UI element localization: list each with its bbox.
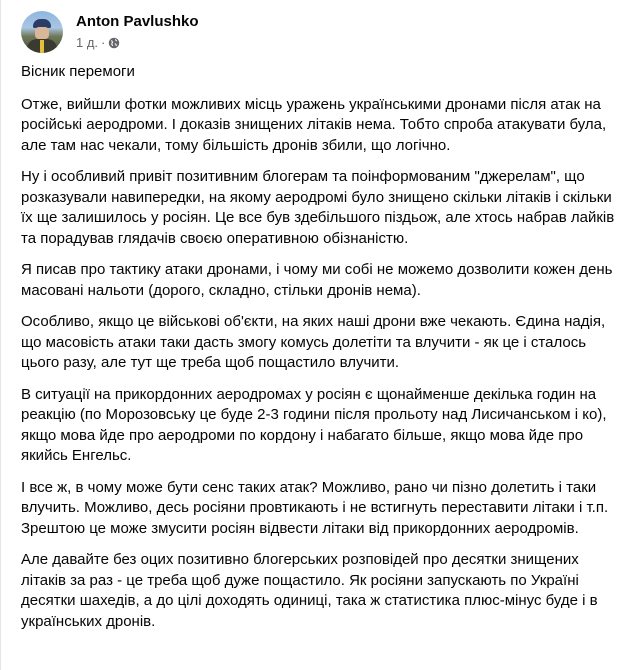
avatar-stripe: [40, 40, 44, 53]
post-time[interactable]: 1 д.: [76, 35, 99, 50]
globe-icon[interactable]: [108, 37, 120, 49]
post-timestamp-row: [76, 35, 199, 51]
post-paragraph: Особливо, якщо це військові об'єкти, на яких наші дрони вже чекають. Єдина надія, що масовість атаки таки дасть змогу комусь долетіти та влучити - як це і сталось цього разу, але тут ще треба щоб пощастило влучити.: [21, 313, 606, 371]
post-meta: [76, 13, 199, 51]
post-paragraph: Ну і особливий привіт позитивним блогерам та поінформованим "джерелам", що розказували навипередки, на якому аеродромі було знищено скільки літаків і скільки їх ще залишилось у росіян. Це все був здебільшого піздьож, але хтось набрав лайків та порадував глядачів своєю оперативною обізнаністю.: [21, 168, 615, 247]
avatar[interactable]: [21, 11, 63, 53]
post-paragraph: І все ж, в чому може бути сенс таких атак? Можливо, рано чи пізно долетить і таки влучить. Можливо, десь росіяни провтикають і не встигнуть переставити літаки і т.п. Зрештою це може змусити росіян відвести літаки від прикордонних аеродромів.: [21, 478, 609, 537]
post-body: [21, 62, 626, 643]
post-paragraph: Отже, вийшли фотки можливих місць уражень українськими дронами після атак на російські аеродроми. І доказів знищених літаків нема. Тобто спроба атакувати була, але там нас чекали, тому більшість дронів збили, що логічно.: [21, 95, 607, 154]
post-paragraph: В ситуації на прикордонних аеродромах у росіян є щонайменше декілька годин на реакцію (по Морозовську це буде 2-3 години після прольоту над Лисичанськом і ко), якщо мова йде про аеродроми по кордону і набагато більше, якщо мова йде про якийсь Енгельс.: [21, 385, 607, 464]
post-title: Вісник перемоги: [21, 63, 135, 80]
avatar-face: [35, 27, 49, 39]
post-paragraph: Я писав про тактику атаки дронами, і чому ми собі не можемо дозволити кожен день масовані нальоти (дорого, складно, стільки дронів нема).: [21, 261, 613, 299]
separator-dot: ·: [101, 35, 106, 50]
post-header: [21, 11, 199, 53]
post-paragraph: Але давайте без оцих позитивно блогерських розповідей про десятки знищених літаків за раз - це треба щоб дуже пощастило. Як росіяни запускають по Україні десятки шахедів, а до цілі доходять одиниці, така ж статистика плюс-мінус буде і в українських дронів.: [21, 551, 598, 630]
author-name[interactable]: Anton Pavlushko: [76, 13, 199, 30]
